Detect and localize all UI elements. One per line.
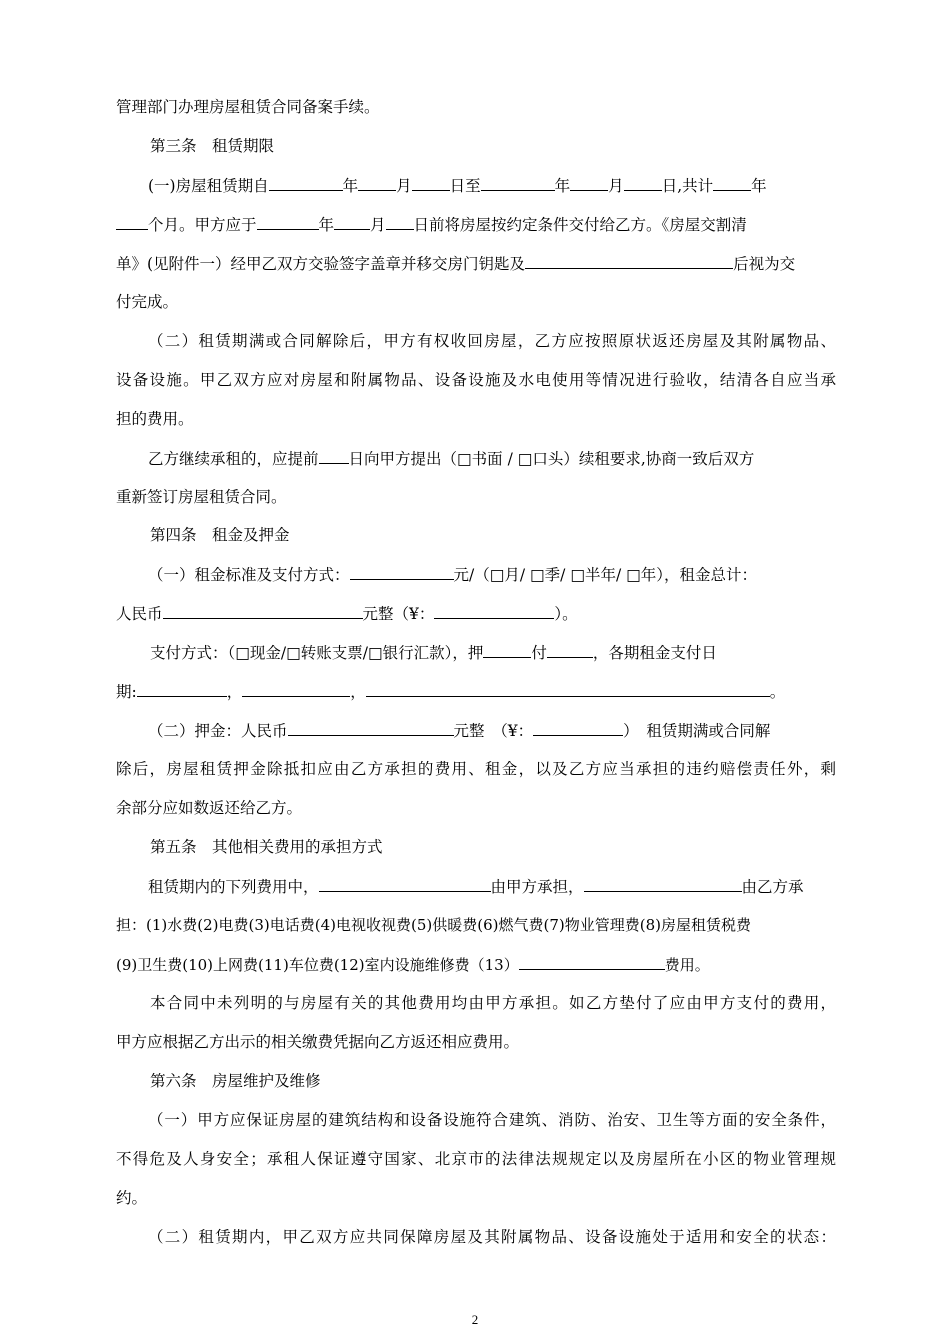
paragraph-line: 期: ， ， 。 (116, 680, 836, 703)
paragraph-line: 租赁期内的下列费用中， 由甲方承担， 由乙方承 (148, 875, 868, 898)
blank-field[interactable] (358, 174, 396, 191)
paragraph-line: 个月。甲方应于 年 月 日前将房屋按约定条件交付给乙方。《房屋交割清 (116, 213, 836, 236)
blank-field[interactable] (269, 174, 343, 191)
paragraph-line: 除后，房屋租赁押金除抵扣应由乙方承担的费用、租金，以及乙方应当承担的违约赔偿责任外，剩 (116, 760, 836, 778)
blank-field[interactable] (525, 252, 733, 269)
article-3-heading: 第三条 租赁期限 (150, 137, 275, 155)
blank-field[interactable] (519, 953, 665, 970)
blank-field[interactable] (334, 213, 370, 230)
blank-field[interactable] (137, 680, 227, 697)
paragraph-line: （一）甲方应保证房屋的建筑结构和设备设施符合建筑、消防、治安、卫生等方面的安全条件， (148, 1111, 836, 1129)
blank-field[interactable] (624, 174, 662, 191)
blank-field[interactable] (547, 641, 593, 658)
blank-field[interactable] (412, 174, 450, 191)
paragraph-line: 甲方应根据乙方出示的相关缴费凭据向乙方返还相应费用。 (116, 1033, 520, 1051)
paragraph-line: 单》(见附件一）经甲乙双方交验签字盖章并移交房门钥匙及 后视为交 (116, 252, 836, 275)
paragraph-line: 约。 (116, 1189, 148, 1207)
blank-field[interactable] (116, 213, 148, 230)
blank-field[interactable] (319, 875, 491, 892)
blank-field[interactable] (319, 447, 349, 464)
paragraph-line: 本合同中未列明的与房屋有关的其他费用均由甲方承担。如乙方垫付了应由甲方支付的费用， (150, 994, 836, 1012)
blank-field[interactable] (481, 174, 555, 191)
blank-field[interactable] (434, 602, 554, 619)
paragraph-line: （二）押金：人民币 元整 （¥： ） 租赁期满或合同解 (148, 719, 868, 742)
blank-field[interactable] (163, 602, 363, 619)
paragraph-line: 乙方继续承租的，应提前 日向甲方提出（□书面 / □口头）续租要求,协商一致后双方 (148, 447, 868, 470)
blank-field[interactable] (533, 719, 623, 736)
blank-field[interactable] (257, 213, 319, 230)
blank-field[interactable] (386, 213, 414, 230)
article-5-heading: 第五条 其他相关费用的承担方式 (150, 838, 383, 856)
blank-field[interactable] (350, 563, 454, 580)
paragraph-line: 人民币 元整（¥： ）。 (116, 602, 836, 625)
paragraph-line: 管理部门办理房屋租赁合同备案手续。 (116, 98, 380, 116)
blank-field[interactable] (483, 641, 531, 658)
blank-field[interactable] (242, 680, 350, 697)
paragraph-line: (9)卫生费(10)上网费(11)车位费(12)室内设施维修费（13） 费用。 (116, 953, 836, 976)
paragraph-line: （二）租赁期内，甲乙双方应共同保障房屋及其附属物品、设备设施处于适用和安全的状态： (148, 1228, 836, 1246)
article-6-heading: 第六条 房屋维护及维修 (150, 1072, 321, 1090)
page-number: 2 (471, 1312, 479, 1327)
paragraph-line: 余部分应如数返还给乙方。 (116, 799, 303, 817)
paragraph-line: 不得危及人身安全；承租人保证遵守国家、北京市的法律法规规定以及房屋所在小区的物业管理规 (116, 1150, 836, 1168)
paragraph-line: 重新签订房屋租赁合同。 (116, 488, 287, 506)
paragraph-line: 担：(1)水费(2)电费(3)电话费(4)电视收视费(5)供暖费(6)燃气费(7)物业管理费(8)房屋租赁税费 (116, 916, 751, 934)
paragraph-line: 设备设施。甲乙双方应对房屋和附属物品、设备设施及水电使用等情况进行验收，结清各自应当承 (116, 371, 836, 389)
paragraph-line: 支付方式：（□现金/□转账支票/□银行汇款），押 付 ，各期租金支付日 (150, 641, 870, 664)
paragraph-line: （一）租金标准及支付方式： 元/（□月/ □季/ □半年/ □年），租金总计： (148, 563, 868, 586)
blank-field[interactable] (366, 680, 770, 697)
article-4-heading: 第四条 租金及押金 (150, 526, 290, 544)
blank-field[interactable] (713, 174, 751, 191)
blank-field[interactable] (288, 719, 454, 736)
paragraph-line: 担的费用。 (116, 410, 194, 428)
paragraph-line: 付完成。 (116, 293, 179, 311)
paragraph-line: (一)房屋租赁期自 年 月 日至 年 月 日,共计 年 (148, 174, 868, 197)
paragraph-line: （二）租赁期满或合同解除后，甲方有权收回房屋，乙方应按照原状返还房屋及其附属物品、 (148, 332, 836, 350)
blank-field[interactable] (584, 875, 742, 892)
blank-field[interactable] (570, 174, 608, 191)
